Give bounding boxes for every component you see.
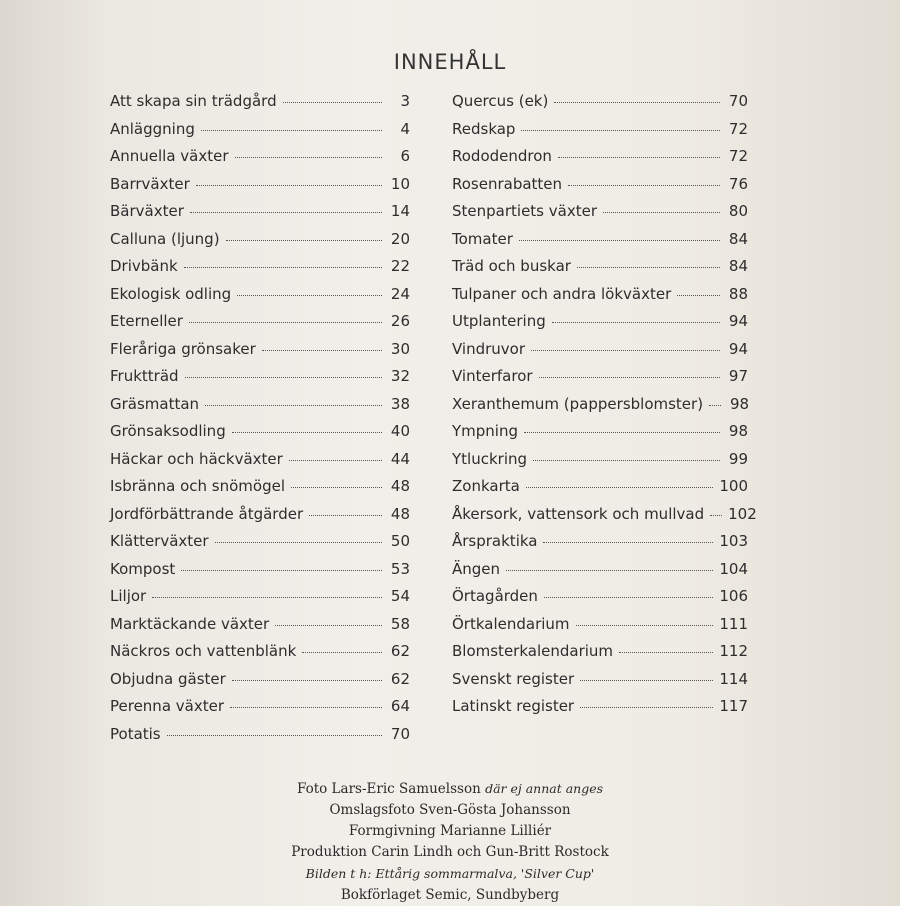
toc-leader-dots (539, 376, 720, 378)
toc-page-number: 111 (719, 614, 748, 633)
credit-photo-line (0, 778, 900, 800)
toc-leader-dots (619, 651, 713, 653)
toc-entry (452, 120, 748, 148)
toc-leader-dots (152, 596, 382, 598)
toc-leader-dots (580, 706, 713, 708)
toc-leader-dots (275, 624, 382, 626)
toc-entry-title: Ängen (452, 559, 501, 578)
toc-entry (110, 92, 410, 120)
toc-page-number: 26 (390, 312, 410, 330)
toc-page-number: 48 (390, 504, 410, 523)
toc-leader-dots (309, 514, 382, 516)
toc-entry-title: Utplantering (452, 312, 546, 330)
toc-entry (452, 697, 748, 725)
toc-page-number: 94 (728, 339, 748, 358)
toc-entry (452, 670, 748, 698)
toc-entry (452, 230, 748, 258)
toc-entry (452, 147, 748, 175)
toc-leader-dots (201, 129, 382, 131)
toc-entry-title: Fleråriga grönsaker (110, 339, 256, 358)
toc-entry (452, 477, 748, 505)
toc-page-number: 62 (390, 669, 410, 688)
toc-entry (452, 285, 748, 313)
toc-entry-title: Redskap (452, 119, 516, 138)
toc-page-number: 54 (390, 587, 410, 605)
toc-entry-title: Kompost (110, 559, 176, 578)
toc-entry-title: Örtkalendarium (452, 614, 570, 633)
toc-entry (110, 450, 410, 478)
toc-page-number: 24 (390, 284, 410, 303)
toc-entry (110, 587, 410, 615)
toc-page-number: 102 (728, 504, 757, 523)
toc-leader-dots (189, 321, 382, 323)
toc-entry-title: Ympning (452, 422, 518, 440)
toc-entry-title: Drivbänk (110, 257, 178, 275)
toc-leader-dots (533, 459, 720, 461)
toc-page-number: 22 (390, 257, 410, 275)
toc-entry-title: Zonkarta (452, 477, 520, 495)
toc-entry-title: Objudna gäster (110, 669, 226, 688)
toc-leader-dots (237, 294, 382, 296)
toc-page-number: 100 (719, 477, 748, 495)
toc-entry (110, 230, 410, 258)
toc-entry (452, 202, 748, 230)
caption-text: Bilden t h: Ettårig sommarmalva, 'Silver Cup' (305, 866, 595, 881)
toc-entry-title: Svenskt register (452, 669, 575, 688)
toc-entry-title: Ekologisk odling (110, 284, 232, 303)
toc-page-number: 98 (728, 422, 748, 440)
toc-leader-dots (554, 101, 720, 103)
toc-entry (452, 175, 748, 203)
toc-entry (452, 642, 748, 670)
toc-page-number: 3 (400, 92, 410, 110)
toc-entry-title: Klätterväxter (110, 532, 209, 550)
toc-entry-title: Marktäckande växter (110, 614, 270, 633)
toc-leader-dots (603, 211, 720, 213)
toc-entry-title: Åkersork, vattensork och mullvad (452, 504, 705, 523)
toc-leader-dots (167, 734, 382, 736)
toc-entry (110, 670, 410, 698)
toc-leader-dots (580, 679, 713, 681)
toc-leader-dots (576, 624, 714, 626)
toc-entry (110, 257, 410, 285)
toc-entry (452, 395, 748, 423)
toc-entry-title: Träd och buskar (452, 257, 571, 275)
toc-page-number: 44 (390, 449, 410, 468)
toc-page-number: 103 (719, 532, 748, 550)
toc-entry (110, 725, 410, 753)
toc-entry-title: Häckar och häckväxter (110, 449, 283, 468)
page-title: INNEHÅLL (393, 50, 507, 74)
toc-leader-dots (506, 569, 713, 571)
toc-entry (110, 147, 410, 175)
toc-page-number: 32 (390, 367, 410, 385)
toc-entry (110, 285, 410, 313)
toc-entry (452, 92, 748, 120)
toc-leader-dots (677, 294, 720, 296)
credit-photo-note: där ej annat anges (485, 781, 604, 796)
toc-leader-dots (519, 239, 720, 241)
toc-entry-title: Årspraktika (452, 532, 538, 550)
toc-entry (110, 312, 410, 340)
toc-page-number: 84 (728, 229, 748, 248)
toc-page-number: 106 (719, 587, 748, 605)
toc-page-number: 70 (390, 724, 410, 743)
toc-entry (452, 422, 748, 450)
toc-page-number: 70 (728, 92, 748, 110)
toc-entry (110, 422, 410, 450)
toc-leader-dots (230, 706, 382, 708)
toc-entry (452, 560, 748, 588)
toc-entry-title: Näckros och vattenblänk (110, 642, 297, 660)
toc-leader-dots (226, 239, 382, 241)
toc-leader-dots (232, 431, 382, 433)
toc-leader-dots (543, 541, 713, 543)
toc-leader-dots (558, 156, 720, 158)
toc-entry (452, 312, 748, 340)
toc-page-number: 97 (728, 367, 748, 385)
toc-leader-dots (262, 349, 382, 351)
toc-page-number: 10 (390, 174, 410, 193)
toc-page-number: 98 (729, 394, 750, 413)
toc-entry-title: Barrväxter (110, 174, 190, 193)
toc-entry-title: Grönsaksodling (110, 422, 226, 440)
toc-page-number: 94 (728, 312, 748, 330)
toc-page-number: 4 (400, 119, 410, 138)
toc-page-number: 72 (728, 119, 748, 138)
toc-leader-dots (235, 156, 382, 158)
toc-leader-dots (521, 129, 720, 131)
toc-page-number: 53 (390, 559, 410, 578)
toc-leader-dots (185, 376, 382, 378)
toc-leader-dots (524, 431, 720, 433)
toc-entry-title: Latinskt register (452, 697, 575, 715)
toc-entry-title: Potatis (110, 724, 161, 743)
credit-caption (0, 863, 900, 885)
credit-publisher: Bokförlaget Semic, Sundbyberg (340, 887, 560, 903)
toc-page-number: 50 (390, 532, 410, 550)
toc-entry-title: Tulpaner och andra lökväxter (452, 284, 672, 303)
toc-entry-title: Vindruvor (452, 339, 526, 358)
toc-entry-title: Rododendron (452, 147, 552, 165)
toc-entry-title: Perenna växter (110, 697, 225, 715)
toc-page-number: 14 (390, 202, 410, 220)
toc-entry (110, 642, 410, 670)
toc-entry-title: Örtagården (452, 587, 538, 605)
toc-entry (110, 367, 410, 395)
toc-entry (452, 257, 748, 285)
toc-page-number: 62 (390, 642, 410, 660)
toc-page-number: 58 (390, 614, 410, 633)
toc-entry (110, 340, 410, 368)
toc-page-number: 30 (390, 339, 410, 358)
toc-entry (452, 367, 748, 395)
toc-leader-dots (526, 486, 714, 488)
toc-entry (110, 477, 410, 505)
toc-page-number: 80 (728, 202, 748, 220)
toc-entry-title: Anläggning (110, 119, 195, 138)
toc-page-number: 64 (390, 697, 410, 715)
toc-entry (110, 560, 410, 588)
toc-entry (452, 450, 748, 478)
toc-leader-dots (181, 569, 382, 571)
toc-leader-dots (544, 596, 713, 598)
toc-leader-dots (531, 349, 720, 351)
toc-entry (452, 587, 748, 615)
toc-page-number: 88 (728, 284, 748, 303)
toc-entry (452, 504, 757, 533)
toc-entry (110, 120, 410, 148)
credit-design: Formgivning Marianne Lilliér (348, 823, 552, 839)
toc-entry-title: Stenpartiets växter (452, 202, 597, 220)
toc-leader-dots (291, 486, 382, 488)
toc-entry-title: Vinterfaror (452, 367, 533, 385)
toc-leader-dots (710, 514, 722, 516)
toc-entry-title: Eterneller (110, 312, 183, 330)
toc-entry-title: Gräsmattan (110, 394, 200, 413)
toc-entry-title: Jordförbättrande åtgärder (110, 504, 304, 523)
toc-entry-title: Blomsterkalendarium (452, 642, 614, 660)
toc-leader-dots (205, 404, 382, 406)
toc-leader-dots (289, 459, 382, 461)
toc-column-left (110, 92, 410, 752)
toc-page-number: 76 (728, 174, 748, 193)
toc-entry (110, 202, 410, 230)
toc-entry (110, 175, 410, 203)
toc-entry-title: Annuella växter (110, 147, 229, 165)
toc-entry (110, 395, 410, 423)
toc-page-number: 72 (728, 147, 748, 165)
toc-entry (110, 505, 410, 533)
credit-production: Produktion Carin Lindh och Gun-Britt Rostock (291, 844, 609, 860)
toc-entry-title: Ytluckring (452, 449, 528, 468)
toc-entry-title: Bärväxter (110, 202, 184, 220)
toc-page-number: 48 (390, 477, 410, 495)
toc-entry-title: Isbränna och snömögel (110, 477, 285, 495)
toc-leader-dots (302, 651, 382, 653)
toc-entry-title: Att skapa sin trädgård (110, 92, 277, 110)
toc-entry-title: Quercus (ek) (452, 92, 549, 110)
toc-entry (110, 697, 410, 725)
toc-entry (452, 532, 748, 560)
toc-leader-dots (190, 211, 382, 213)
toc-leader-dots (568, 184, 720, 186)
toc-leader-dots (215, 541, 382, 543)
toc-entry-title: Tomater (452, 229, 513, 248)
toc-page-number: 6 (400, 147, 410, 165)
credits-block (0, 778, 900, 906)
toc-entry (452, 615, 748, 643)
toc-entry-title: Calluna (ljung) (110, 229, 220, 248)
toc-entry (110, 532, 410, 560)
toc-page-number: 84 (728, 257, 748, 275)
toc-column-right (452, 92, 757, 725)
credit-cover-photo: Omslagsfoto Sven-Gösta Johansson (329, 802, 571, 818)
toc-page-number: 112 (719, 642, 748, 660)
toc-page-number: 20 (390, 229, 410, 248)
toc-page-number: 117 (719, 697, 748, 715)
toc-page-number: 99 (728, 449, 748, 468)
toc-entry-title: Liljor (110, 587, 147, 605)
toc-entry-title: Xeranthemum (pappersblomster) (452, 394, 704, 413)
toc-entry-title: Rosenrabatten (452, 174, 563, 193)
toc-page-number: 40 (390, 422, 410, 440)
toc-entry-title: Fruktträd (110, 367, 179, 385)
toc-page-number: 38 (390, 394, 410, 413)
toc-leader-dots (184, 266, 382, 268)
toc-leader-dots (196, 184, 382, 186)
credit-photo: Foto Lars-Eric Samuelsson (296, 781, 481, 797)
toc-leader-dots (232, 679, 382, 681)
toc-leader-dots (577, 266, 720, 268)
toc-leader-dots (552, 321, 720, 323)
toc-entry (452, 340, 748, 368)
toc-page-number: 114 (719, 669, 748, 688)
toc-page-number: 104 (719, 559, 748, 578)
toc-entry (110, 615, 410, 643)
toc-leader-dots (709, 404, 721, 406)
toc-leader-dots (283, 101, 382, 103)
